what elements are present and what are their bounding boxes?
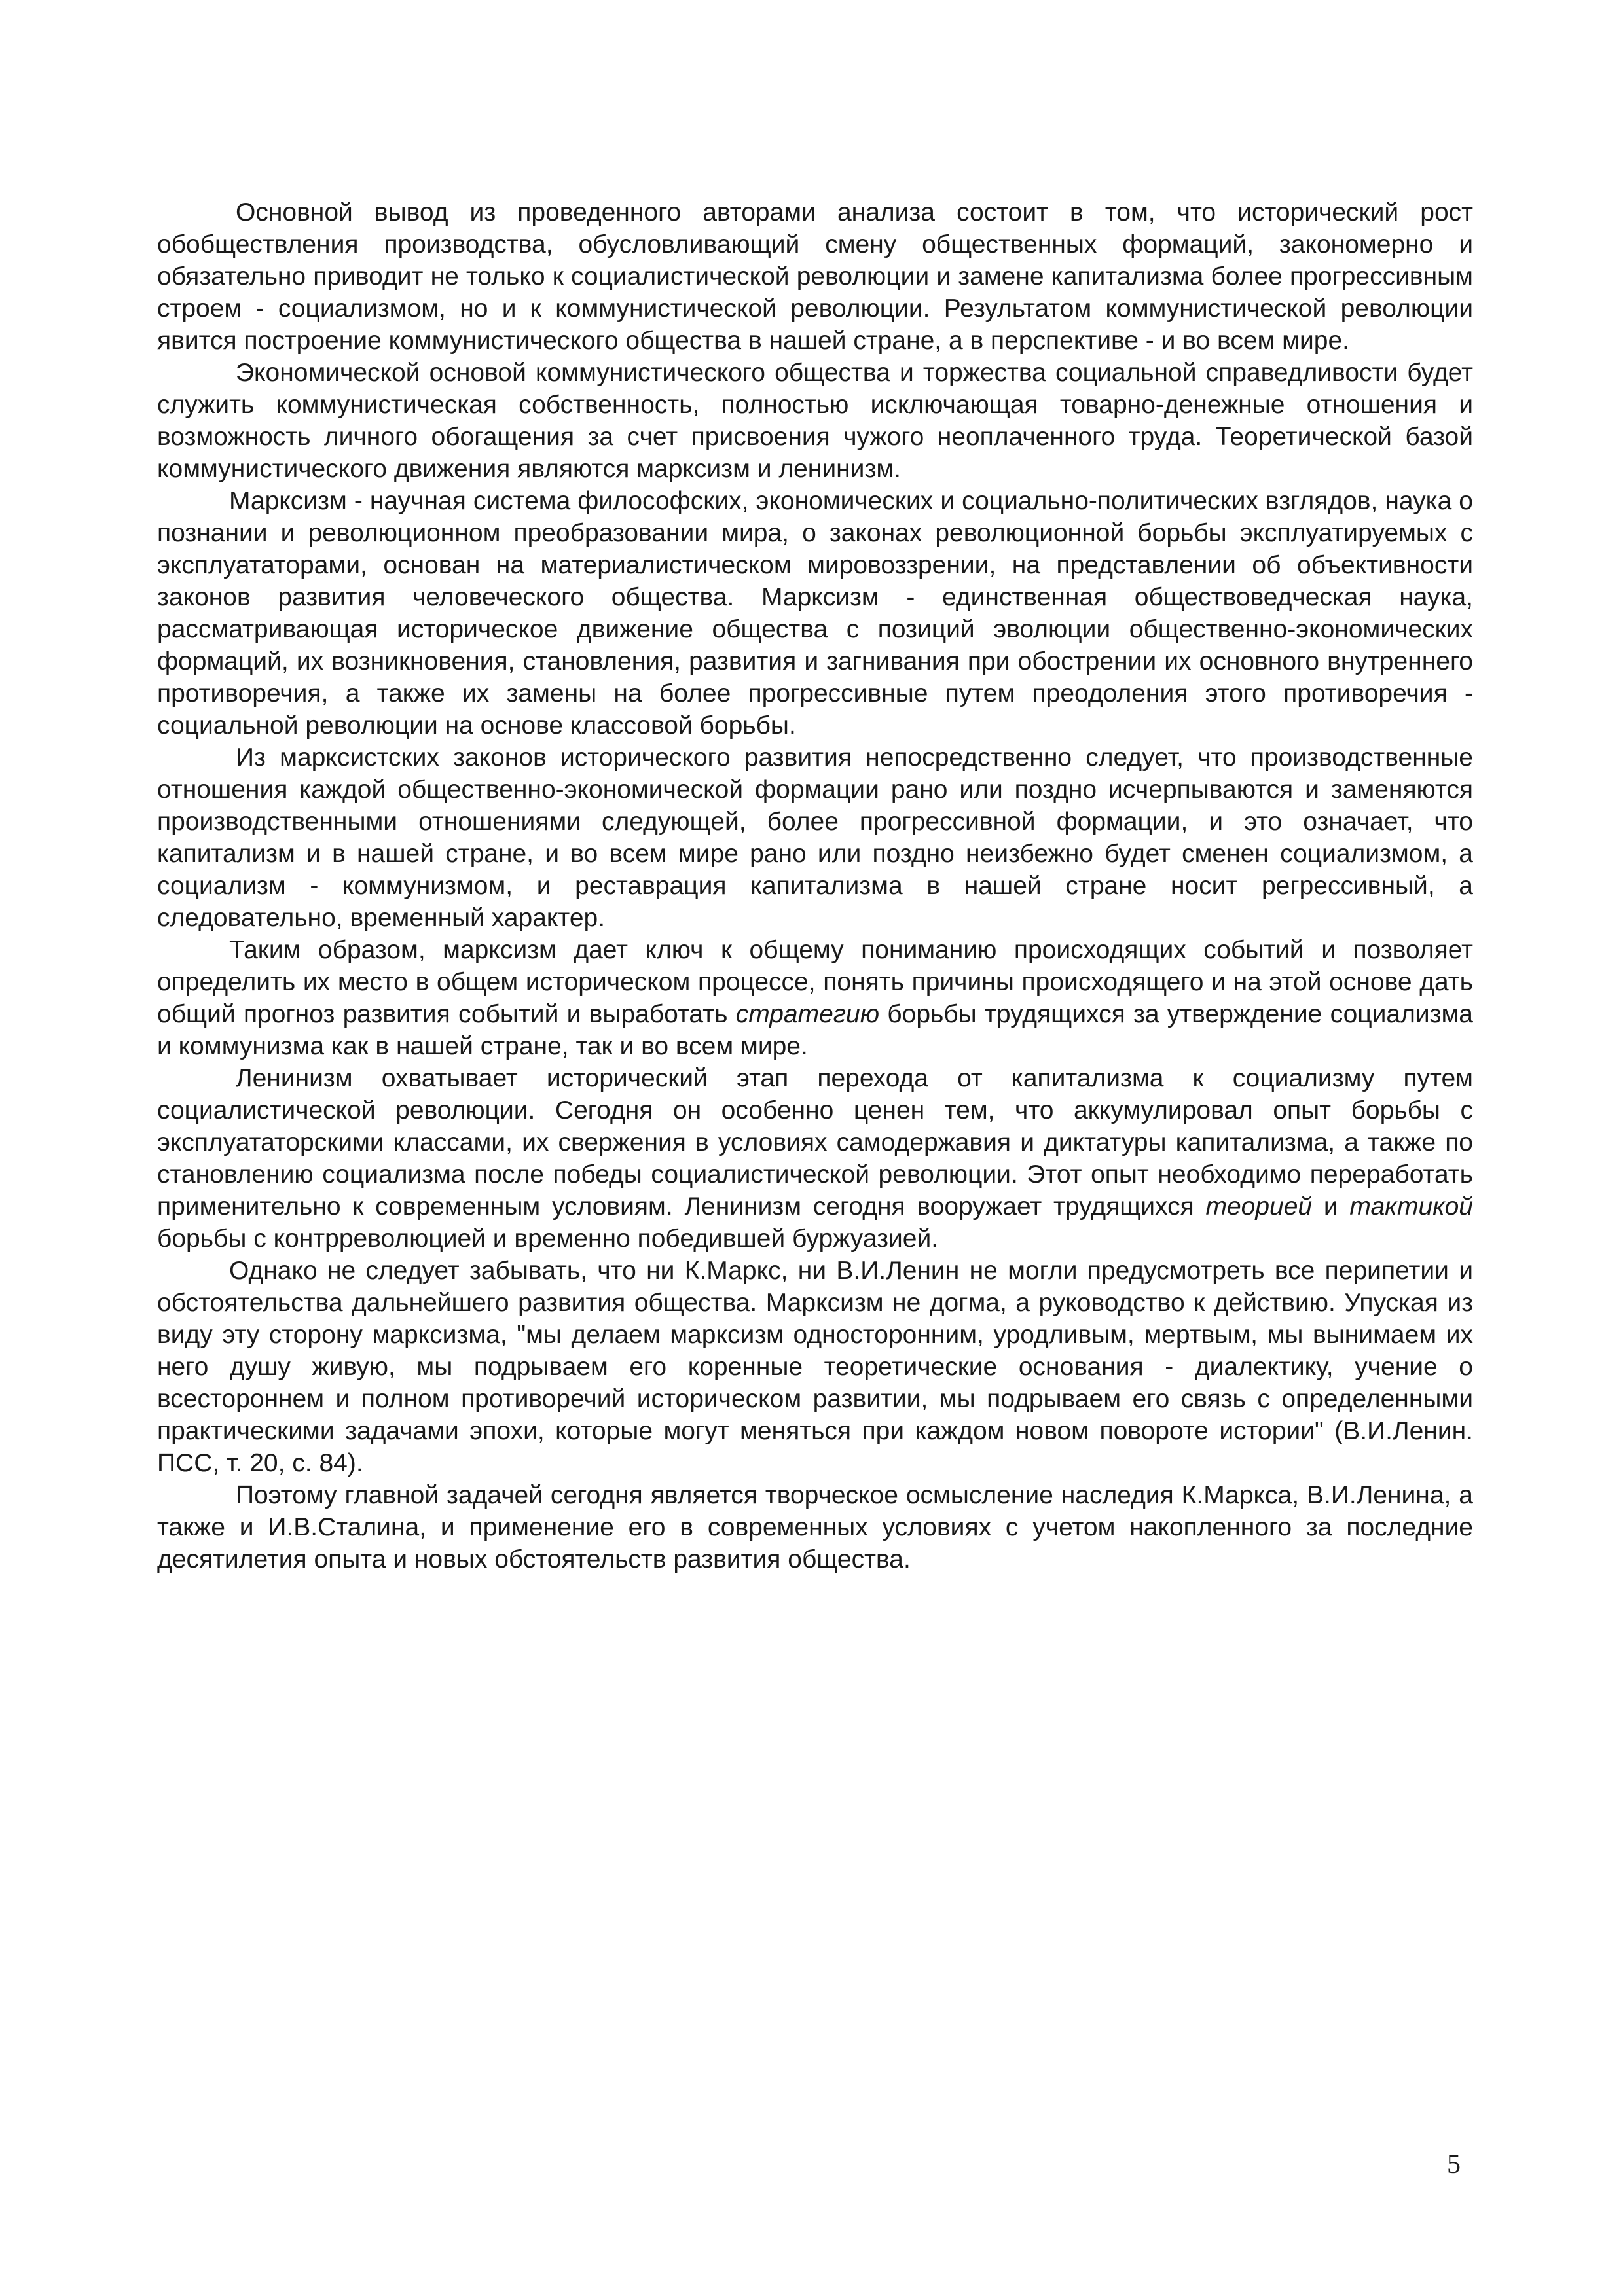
paragraph-6-emphasis-theory: теорией [1205, 1193, 1313, 1221]
paragraph-2-text: Экономической основой коммунистического общества и торжества социальной справедливости будет служить коммунистическая собственность, полностью исключающая товарно-денежные отношения и возможность личного обогащения за счет присвоения чужого неоплаченного труда. Теоретической базой коммунистического движения являются марксизм и ленинизм. [157, 359, 1473, 483]
paragraph-3 [157, 485, 1473, 742]
paragraph-5 [157, 934, 1473, 1062]
paragraph-1-text: Основной вывод из проведенного авторами анализа состоит в том, что исторический рост обобществления производства, обусловливающий смену общественных формаций, закономерно и обязательно приводит не только к социалистической революции и замене капитализма более прогрессивным строем - социализмом, но и к коммунистической революции. Результатом коммунистической революции явится построение коммунистического общества в нашей стране, а в перспективе - и во всем мире. [157, 198, 1473, 355]
paragraph-7 [157, 1255, 1473, 1479]
paragraph-6 [157, 1062, 1473, 1255]
paragraph-1 [157, 196, 1473, 357]
paragraph-2 [157, 357, 1473, 485]
document-body [157, 196, 1473, 1575]
paragraph-4 [157, 742, 1473, 934]
page-number: 5 [1447, 2149, 1461, 2179]
paragraph-8 [157, 1479, 1473, 1575]
paragraph-4-text: Из марксистских законов исторического развития непосредственно следует, что производственные отношения каждой общественно-экономической формации рано или поздно исчерпываются и заменяются производственными отношениями следующей, более прогрессивной формации, и это означает, что капитализм и в нашей стране, и во всем мире рано или поздно неизбежно будет сменен социализмом, а социализм - коммунизмом, и реставрация капитализма в нашей стране носит регрессивный, а следовательно, временный характер. [157, 744, 1473, 932]
paragraph-6-text-b: и [1312, 1193, 1350, 1221]
paragraph-6-text-a: Ленинизм охватывает исторический этап перехода от капитализма к социализму путем социалистической революции. Сегодня он особенно ценен тем, что аккумулировал опыт борьбы с эксплуататорскими классами, их свержения в условиях самодержавия и диктатуры капитализма, а также по становлению социализма после победы социалистической революции. Этот опыт необходимо переработать применительно к современным условиям. Ленинизм сегодня вооружает трудящихся [157, 1064, 1473, 1221]
paragraph-3-text: Марксизм - научная система философских, экономических и социально-политических взглядов, наука о познании и революционном преобразовании мира, о законах революционной борьбы эксплуатируемых с эксплуататорами, основан на материалистическом мировоззрении, на представлении об объективности законов развития человеческого общества. Марксизм - единственная обществоведческая наука, рассматривающая историческое движение общества с позиций эволюции общественно-экономических формаций, их возникновения, становления, развития и загнивания при обострении их основного внутреннего противоречия, а также их замены на более прогрессивные путем преодоления этого противоречия - социальной революции на основе классовой борьбы. [157, 487, 1473, 740]
paragraph-5-text-b: борьбы трудящихся за утверждение социализма и коммунизма как в нашей стране, так и во всем мире. [157, 1000, 1474, 1060]
paragraph-7-text: Однако не следует забывать, что ни К.Маркс, ни В.И.Ленин не могли предусмотреть все перипетии и обстоятельства дальнейшего развития общества. Марксизм не догма, а руководство к действию. Упуская из виду эту сторону марксизма, "мы делаем марксизм односторонним, уродливым, мертвым, мы вынимаем их него душу живую, мы подрываем его коренные теоретические основания - диалектику, учение о всестороннем и полном противоречий историческом развитии, мы подрываем его связь с определенными практическими задачами эпохи, которые могут меняться при каждом новом повороте истории" (В.И.Ленин. ПСС, т. 20, с. 84). [157, 1257, 1473, 1477]
paragraph-8-text: Поэтому главной задачей сегодня является творческое осмысление наследия К.Маркса, В.И.Ленина, а также и И.В.Сталина, и применение его в современных условиях с учетом накопленного за последние десятилетия опыта и новых обстоятельств развития общества. [157, 1481, 1473, 1573]
paragraph-5-text-a: Таким образом, марксизм дает ключ к общему пониманию происходящих событий и позволяет определить их место в общем историческом процессе, понять причины происходящего и на этой основе дать общий прогноз развития событий и выработать [157, 936, 1473, 1028]
paragraph-6-emphasis-tactics: тактикой [1349, 1193, 1473, 1221]
paragraph-6-text-c: борьбы с контрреволюцией и временно победившей буржуазией. [157, 1225, 939, 1253]
paragraph-5-emphasis-strategy: стратегию [735, 1000, 880, 1028]
